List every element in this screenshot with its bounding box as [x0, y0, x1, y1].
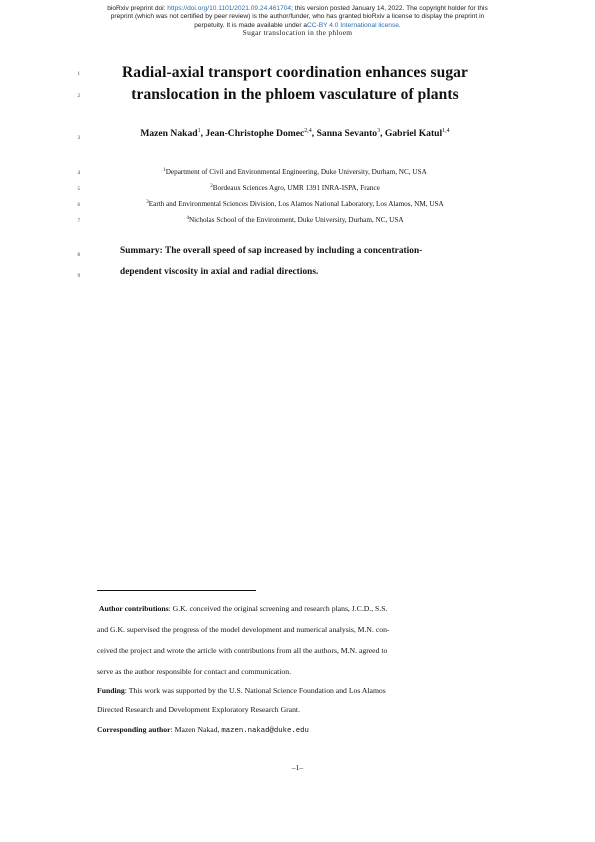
- footnote-corresponding: [97, 720, 497, 741]
- author-name: Mazen Nakad: [140, 128, 198, 139]
- affiliation-text: Department of Civil and Environmental Engineering, Duke University, Durham, NC, USA: [165, 168, 427, 176]
- funding-text: : This work was supported by the U.S. National Science Foundation and Los Alamos: [124, 686, 386, 695]
- affiliation-number: 1: [163, 168, 166, 173]
- footnote-rule: [97, 590, 256, 591]
- author-name: Sanna Sevanto: [316, 128, 378, 139]
- line-number: 9: [77, 274, 80, 279]
- summary-line-2: dependent viscosity in axial and radial directions.: [120, 267, 319, 277]
- notice-license-prefix: perpetuity. It is made available under a: [194, 21, 308, 29]
- line-number: 7: [77, 219, 80, 224]
- affiliation-number: 2: [210, 184, 213, 189]
- affiliation-text: Nicholas School of the Environment, Duke University, Durham, NC, USA: [188, 216, 404, 224]
- footnote-funding-line-2: Directed Research and Development Exploratory Research Grant.: [97, 705, 300, 714]
- line-number: 6: [77, 203, 80, 208]
- affiliation: [80, 216, 510, 224]
- footnote-contributions-line-4: serve as the author responsible for contact and communication.: [97, 667, 292, 676]
- line-number: 2: [77, 94, 80, 99]
- contributions-text: : G.K. conceived the original screening and research plans, J.C.D., S.S.: [168, 604, 388, 613]
- title-line-2: translocation in the phloem vasculature of plants: [131, 86, 459, 103]
- doi-link[interactable]: https://doi.org/10.1101/2021.09.24.461704: [167, 5, 292, 12]
- affiliation: [80, 168, 510, 176]
- author-affiliation: 3: [377, 128, 381, 134]
- preprint-notice: [55, 5, 540, 30]
- author-name: Gabriel Katul: [384, 128, 443, 139]
- line-number: 5: [77, 187, 80, 192]
- author-affiliation: 2,4: [304, 128, 312, 134]
- author-name: Jean-Christophe Domec: [205, 128, 305, 139]
- affiliation-number: 3: [146, 200, 149, 205]
- author-affiliation: 1: [197, 128, 201, 134]
- author-affiliation: 1,4: [442, 128, 450, 134]
- affiliation-text: Earth and Environmental Sciences Division, Los Alamos National Laboratory, Los Alamos, NM, USA: [148, 200, 444, 208]
- notice-suffix: ; this version posted January 14, 2022. The copyright holder for this: [291, 5, 488, 12]
- footnote-contributions-line-3: ceived the project and wrote the article with contributions from all the authors, M.N. agreed to: [97, 646, 388, 655]
- running-head: Sugar translocation in the phloem: [242, 28, 353, 37]
- author-separator: ,: [311, 128, 317, 139]
- affiliation: [80, 184, 510, 192]
- author-separator: ,: [200, 128, 206, 139]
- page-number: –1–: [291, 763, 304, 772]
- funding-label: Funding: [97, 686, 125, 695]
- affiliation: [80, 200, 510, 208]
- affiliation-number: 4: [186, 216, 189, 221]
- corresponding-text: : Mazen Nakad,: [170, 725, 222, 734]
- notice-license-suffix: .: [398, 21, 401, 29]
- footnote-contributions-line-2: and G.K. supervised the progress of the model development and numerical analysis, M.N. con-: [97, 625, 390, 634]
- line-number: 8: [77, 253, 80, 258]
- corresponding-email-link[interactable]: mazen.nakad@duke.edu: [221, 727, 309, 735]
- contributions-label: Author contributions: [98, 604, 169, 613]
- line-number: 3: [77, 136, 80, 141]
- license-link[interactable]: CC-BY 4.0 International license: [307, 21, 399, 29]
- preprint-notice-line-2: preprint (which was not certified by peer review) is the author/funder, who has granted bioRxiv a license to display the preprint in: [110, 13, 485, 21]
- author-list: [80, 128, 510, 139]
- corresponding-label: Corresponding author: [97, 725, 171, 734]
- title-line-1: Radial-axial transport coordination enhances sugar: [121, 64, 468, 81]
- author-separator: ,: [380, 128, 385, 139]
- line-number: 4: [77, 171, 80, 176]
- preprint-notice-line-1: [55, 5, 540, 13]
- footnote-funding-line-1: [97, 681, 497, 700]
- notice-prefix: bioRxiv preprint doi:: [107, 5, 168, 12]
- affiliation-text: Bordeaux Sciences Agro, UMR 1391 INRA-ISPA, France: [212, 184, 380, 192]
- summary-line-1: Summary: The overall speed of sap increased by including a concentration-: [120, 246, 423, 256]
- line-number: 1: [77, 72, 80, 77]
- footnote-contributions-line-1: [97, 599, 497, 618]
